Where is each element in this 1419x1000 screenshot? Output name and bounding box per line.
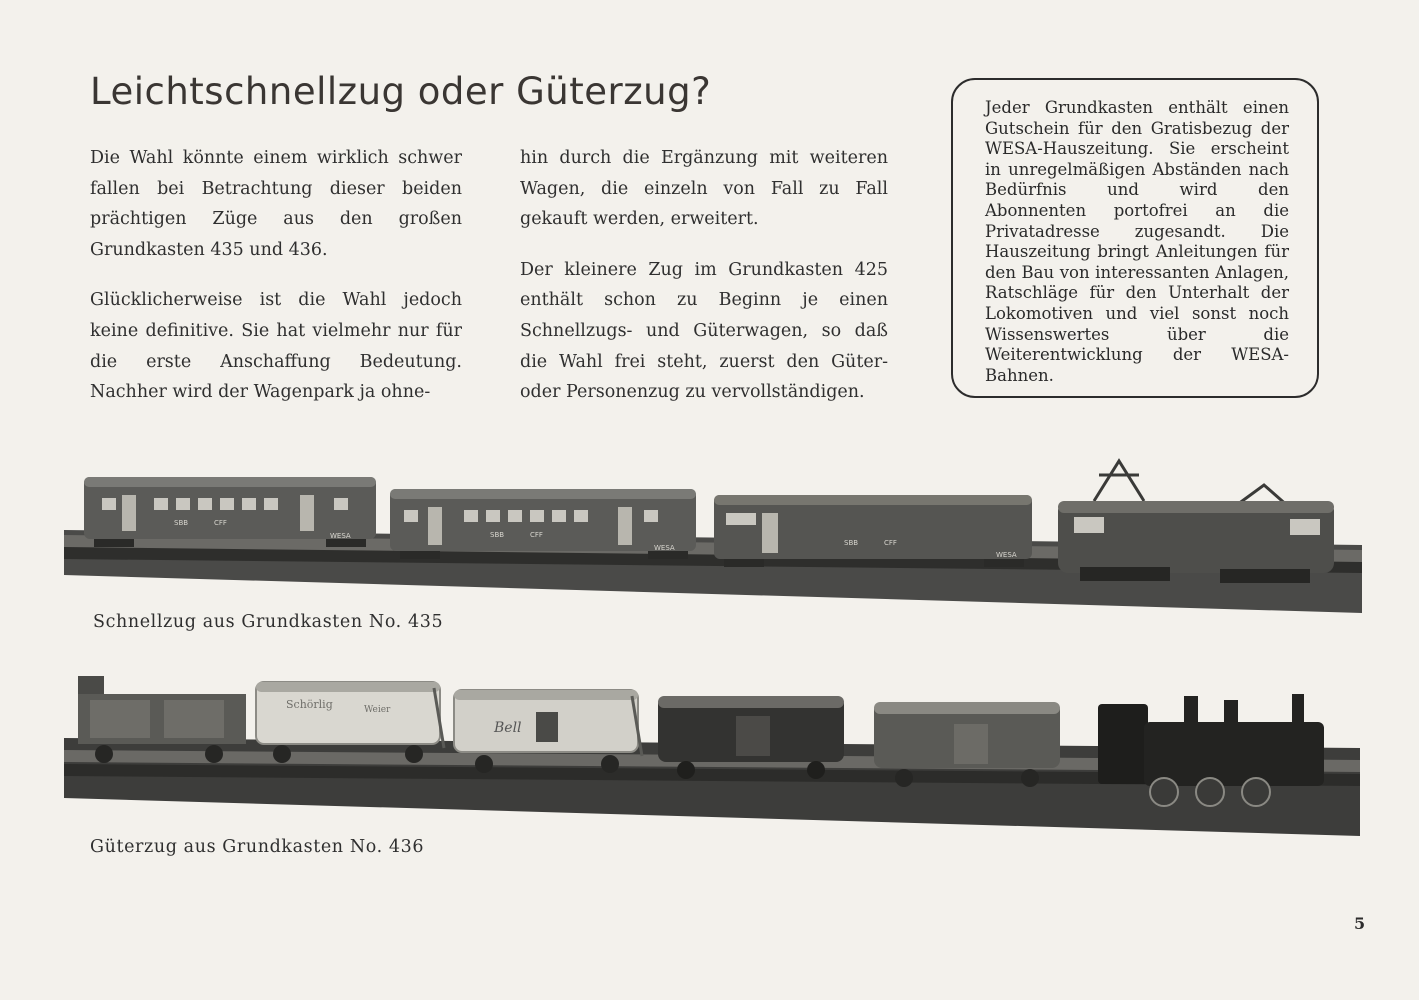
text-column-right <box>520 143 888 428</box>
photo-caption: Schnellzug aus Grundkasten No. 435 <box>93 612 444 632</box>
car-marking: CFF <box>214 519 227 527</box>
freight-train-photo <box>64 668 1360 836</box>
car-marking: CFF <box>530 531 543 539</box>
photo-caption: Güterzug aus Grundkasten No. 436 <box>90 837 425 857</box>
car-marking: Weier <box>364 705 391 715</box>
car-marking: WESA <box>996 551 1017 559</box>
paragraph: Die Wahl könnte einem wirklich schwer fallen bei Betrachtung dieser beiden prächtigen Züge aus den großen Grundkasten 435 und 436. <box>90 148 462 260</box>
car-marking: SBB <box>844 539 859 547</box>
car-marking: Schörlig <box>286 698 333 711</box>
car-marking: CFF <box>884 539 897 547</box>
page-number: 5 <box>1354 914 1366 933</box>
express-train-photo <box>64 455 1362 613</box>
text-column-left <box>90 143 462 428</box>
car-marking: WESA <box>330 532 351 540</box>
info-box <box>951 78 1319 398</box>
paragraph: hin durch die Ergänzung mit weiteren Wagen, die einzeln von Fall zu Fall gekauft werden, erweitert. <box>520 148 888 230</box>
page-title: Leichtschnellzug oder Güterzug? <box>90 70 712 113</box>
car-marking: Bell <box>494 720 522 736</box>
car-marking: SBB <box>174 519 189 527</box>
car-marking: SBB <box>490 531 505 539</box>
info-box-text: Jeder Grundkasten enthält einen Gutschein für den Gratisbezug der WESA-Hauszeitung. Sie erscheint in unregelmäßigen Abständen nach Bedürfnis und wird den Abonnenten portofrei an die Privatadresse zugesandt. Die Hauszeitung bringt Anleitungen für den Bau von interessanten Anlagen, Ratschläge für den Unterhalt der Lokomotiven und viel sonst noch Wissenswertes über die Weiterentwicklung der WESA-Bahnen. <box>985 98 1289 385</box>
passenger-coach <box>390 489 696 559</box>
paragraph: Der kleinere Zug im Grundkasten 425 enthält schon zu Beginn je einen Schnellzugs- und Güterwagen, so daß die Wahl frei steht, zuerst den Güter- oder Personenzug zu vervollständigen. <box>520 259 888 403</box>
baggage-car <box>714 495 1032 567</box>
paragraph: Glücklicherweise ist die Wahl jedoch keine definitive. Sie hat vielmehr nur für die erste Anschaffung Bedeutung. Nachher wird der Wagenpark ja ohne- <box>90 290 462 403</box>
car-marking: WESA <box>654 544 675 552</box>
passenger-coach <box>84 477 376 547</box>
